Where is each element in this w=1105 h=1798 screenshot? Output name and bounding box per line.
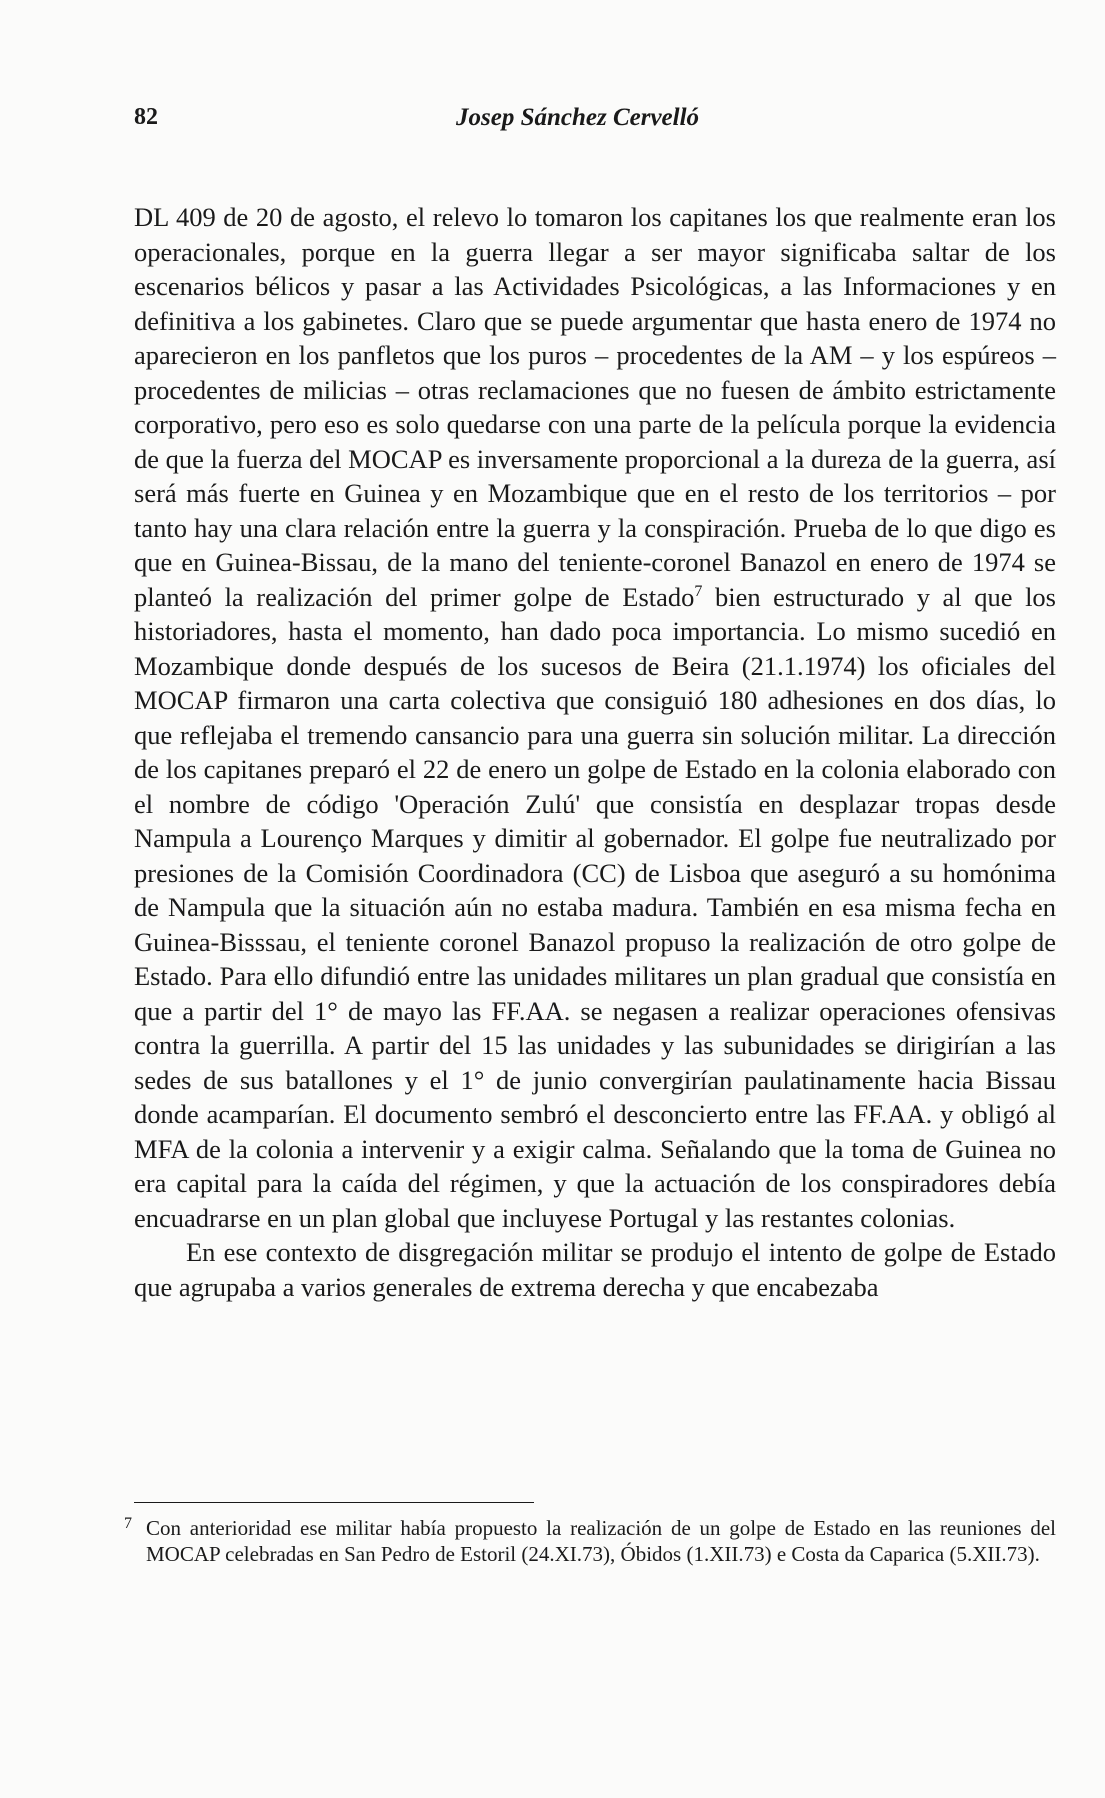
paragraph-text-continued: bien estructurado y al que los historiadores, hasta el momento, han dado poca importancia. Lo mismo sucedió en Mozambique donde después de los sucesos de Beira (21.1.1974) los oficiales del MOCAP firmaron una carta colectiva que consiguió 180 adhesiones en dos días, lo que reflejaba el tremendo cansancio para una guerra sin solución militar. La dirección de los capitanes preparó el 22 de enero un golpe de Estado en la colonia elaborado con el nombre de código 'Operación Zulú' que consistía en desplazar tropas desde Nampula a Lourenço Marques y dimitir al gobernador. El golpe fue neutralizado por presiones de la Comisión Coordinadora (CC) de Lisboa que aseguró a su homónima de Nampula que la situación aún no estaba madura. También en esa misma fecha en Guinea-Bisssau, el teniente coronel Banazol propuso la realización de otro golpe de Estado. Para ello difundió entre las unidades militares un plan gradual que consistía en que a partir del 1° de mayo las FF.AA. se negasen a realizar operaciones ofensivas contra la guerrilla. A partir del 15 las unidades y las subunidades se dirigirían a las sedes de sus batallones y el 1° de junio convergirían paulatinamente hacia Bissau donde acamparían. El documento sembró el desconcierto entre las FF.AA. y obligó al MFA de la colonia a intervenir y a exigir calma. Señalando que la toma de Guinea no era capital para la caída del régimen, y que la actuación de los conspiradores debía encuadrarse en un plan global que incluyese Portugal y las restantes colonias.	[134, 581, 1056, 1233]
paragraph	[134, 200, 1056, 1235]
running-header	[134, 104, 964, 144]
running-title: Josep Sánchez Cervelló	[456, 104, 700, 131]
footnote-reference: 7	[694, 582, 703, 600]
page-number: 82	[134, 104, 158, 130]
footnote-text: Con anterioridad ese militar había propuesto la realización de un golpe de Estado en las reuniones del MOCAP celebradas en San Pedro de Estoril (24.XI.73), Óbidos (1.XII.73) e Costa da Caparica (5.XII.73).	[146, 1516, 1056, 1566]
main-text	[134, 200, 1056, 1304]
footnote-separator	[134, 1502, 534, 1503]
paragraph: En ese contexto de disgregación militar se produjo el intento de golpe de Estado que agrupaba a varios generales de extrema derecha y que encabezaba	[134, 1237, 1056, 1302]
footnote-number: 7	[124, 1515, 132, 1532]
footnote	[124, 1515, 1056, 1567]
paragraph-text: DL 409 de 20 de agosto, el relevo lo tomaron los capitanes los que realmente eran los operacionales, porque en la guerra llegar a ser mayor significaba saltar de los escenarios bélicos y pasar a las Actividades Psicológicas, a las Informaciones y en definitiva a los gabinetes. Claro que se puede argumentar que hasta enero de 1974 no aparecieron en los panfletos que los puros – procedentes de la AM – y los espúreos – procedentes de milicias – otras reclamaciones que no fuesen de ámbito estrictamente corporativo, pero eso es solo quedarse con una parte de la película porque la evidencia de que la fuerza del MOCAP es inversamente proporcional a la dureza de la guerra, así será más fuerte en Guinea y en Mozambique que en el resto de los territorios – por tanto hay una clara relación entre la guerra y la conspiración. Prueba de lo que digo es que en Guinea-Bissau, de la mano del teniente-coronel Banazol en enero de 1974 se planteó la realización del primer golpe de Estado	[134, 202, 1056, 612]
